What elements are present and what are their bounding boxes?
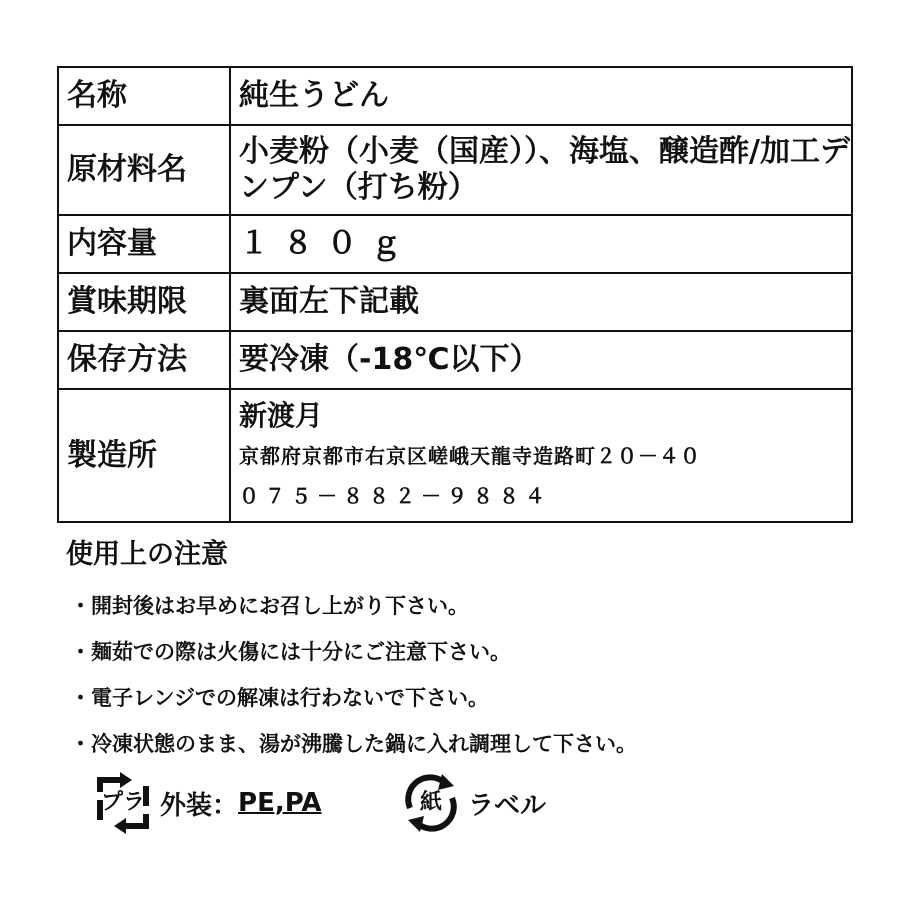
row-quantity xyxy=(58,215,852,273)
row-ingredients xyxy=(58,125,852,215)
outer-packaging-label: 外装： xyxy=(160,790,239,821)
row-manufacturer xyxy=(58,389,852,522)
label-material: ラベル xyxy=(468,790,547,821)
paper-mark-text: 紙 xyxy=(419,790,442,815)
caution-note: ・電子レンジでの解凍は行わないで下さい。 xyxy=(70,686,489,710)
row-best-before xyxy=(58,273,852,331)
ingredients: 小麦粉（小麦（国産））、海塩、醸造酢/加工デンプン（打ち粉） xyxy=(230,125,852,215)
caution-title: 使用上の注意 xyxy=(66,539,228,570)
manufacturer-phone: ０７５－８８２－９８８４ xyxy=(239,483,551,508)
row-label: 保存方法 xyxy=(58,331,230,389)
caution-notes xyxy=(70,590,637,774)
manufacturer-name: 新渡月 xyxy=(239,398,324,432)
caution-note: ・冷凍状態のまま、湯が沸騰した鍋に入れ調理して下さい。 xyxy=(70,732,637,756)
row-label: 製造所 xyxy=(58,389,230,522)
row-label: 原材料名 xyxy=(58,125,230,215)
plastic-recycle-mark xyxy=(90,768,322,838)
best-before: 裏面左下記載 xyxy=(230,273,852,331)
paper-recycle-mark xyxy=(398,768,546,838)
row-name xyxy=(58,67,852,125)
row-storage xyxy=(58,331,852,389)
product-name: 純生うどん xyxy=(230,67,852,125)
plastic-mark-text: プラ xyxy=(100,790,145,815)
plastic-recycle-icon xyxy=(90,770,156,836)
caution-note: ・開封後はお早めにお召し上がり下さい。 xyxy=(70,594,469,618)
manufacturer xyxy=(230,389,852,522)
paper-recycle-icon xyxy=(398,770,464,836)
quantity: １８０ｇ xyxy=(230,215,852,273)
outer-packaging-material: PE,PA xyxy=(238,788,322,818)
storage-method: 要冷凍（-18℃以下） xyxy=(230,331,852,389)
manufacturer-address: 京都府京都市右京区嵯峨天龍寺造路町２０－４０ xyxy=(239,443,701,468)
row-label: 名称 xyxy=(58,67,230,125)
row-label: 賞味期限 xyxy=(58,273,230,331)
caution-note: ・麺茹での際は火傷には十分にご注意下さい。 xyxy=(70,640,511,664)
product-label-table xyxy=(57,66,853,523)
row-label: 内容量 xyxy=(58,215,230,273)
